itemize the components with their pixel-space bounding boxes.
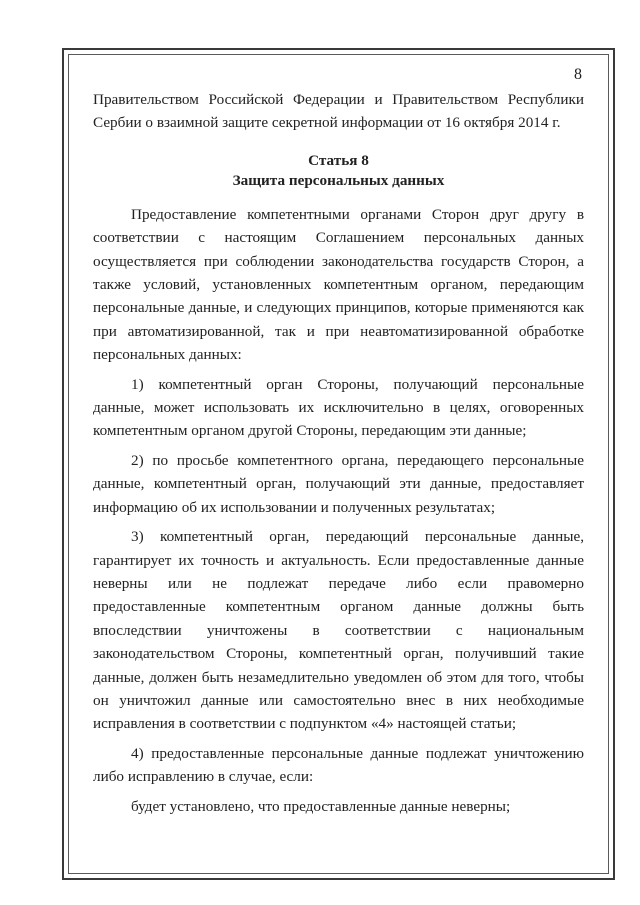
article-title: Защита персональных данных: [232, 171, 445, 189]
article-number: Статья 8: [308, 151, 369, 169]
document-body: [93, 88, 584, 818]
intro-text: Правительством Российской Федерации и Правительством Республики Сербии о взаимной защите секретной информации от 16 октября 2014 г.: [93, 91, 584, 132]
paragraph-item-1: 1) компетентный орган Стороны, получающий персональные данные, может использовать их исключительно в целях, оговоренных компетентным органом другой Стороны, передающим эти данные;: [93, 375, 584, 440]
paragraph-item-2: 2) по просьбе компетентного органа, передающего персональные данные, компетентный орган, получающий эти данные, предоставляет информацию об их использовании и полученных результатах;: [93, 451, 584, 516]
paragraph-item-4: 4) предоставленные персональные данные подлежат уничтожению либо исправлению в случае, если:: [93, 744, 584, 786]
page-number: 8: [574, 66, 582, 83]
paragraph-item-3: 3) компетентный орган, передающий персональные данные, гарантирует их точность и актуальность. Если предоставленные данные неверны или не подлежат передаче либо если правомерно предоставленные компетентным органом данные должны быть впоследствии уничтожены в соответствии с национальным законодательством Стороны, компетентный орган, получивший такие данные, должен быть незамедлительно уведомлен об этом для того, чтобы он уничтожил данные или самостоятельно внес в них необходимые исправления в соответствии с подпунктом «4» настоящей статьи;: [93, 528, 584, 733]
paragraph-preamble: Предоставление компетентными органами Сторон друг другу в соответствии с настоящим Соглашением персональных данных осуществляется при соблюдении законодательства государств Сторон, а также условий, установленных компетентным органом, передающим персональные данные, и следующих принципов, которые применяются как при автоматизированной, так и при неавтоматизированной обработке персональных данных:: [93, 205, 584, 364]
article-heading: [93, 151, 584, 191]
paragraph-condition: будет установлено, что предоставленные данные неверны;: [131, 797, 511, 815]
